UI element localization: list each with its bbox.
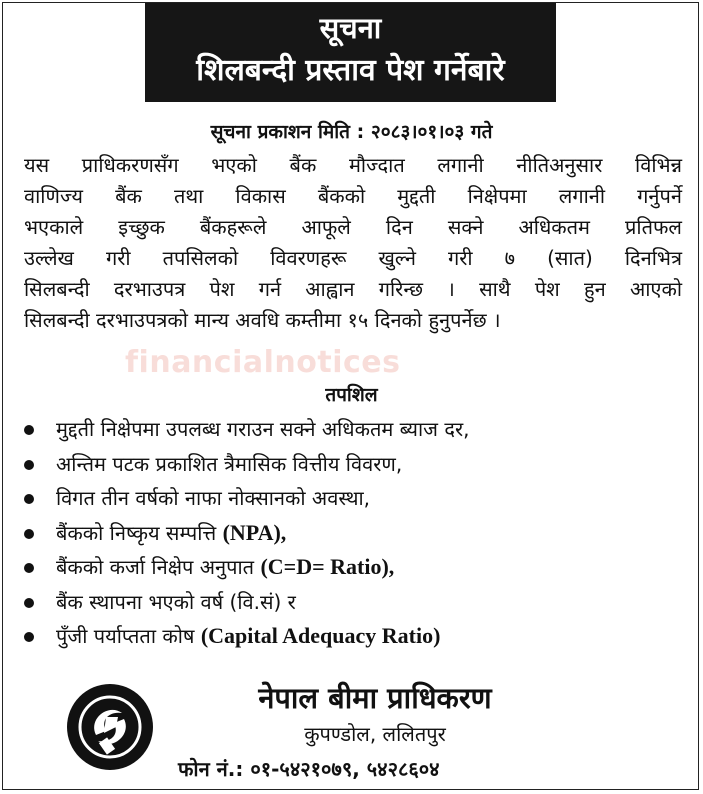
list-item-text: बैंकको निष्कृय सम्पत्ति [56, 520, 223, 545]
list-item [18, 585, 470, 620]
bullet-icon [24, 425, 34, 435]
list-item [18, 447, 470, 482]
authority-logo-icon [66, 683, 154, 771]
list-item-text: बैंकको कर्जा निक्षेप अनुपात [56, 555, 261, 579]
bullet-icon [24, 563, 34, 573]
list-item [18, 516, 470, 551]
notice-subject: शिलबन्दी प्रस्ताव पेश गर्नेबारे [196, 53, 505, 88]
body-line: सिलबन्दी दरभाउपत्र पेश गर्न आह्वान गरिन्छ । साथै पेश हुन आएको [24, 277, 682, 301]
list-heading: तपशिल [325, 384, 378, 406]
bullet-icon [24, 598, 34, 608]
organization-address: कुपण्डोल, ललितपुर [304, 722, 446, 746]
list-item-text: अन्तिम पटक प्रकाशित त्रैमासिक वित्तीय विवरण, [56, 451, 403, 476]
notice-title: सूचना [319, 11, 382, 45]
publication-date: सूचना प्रकाशन मिति : २०८३।०१।०३ गते [210, 121, 493, 143]
notice-body [24, 150, 682, 336]
list-item [18, 550, 470, 585]
list-item-text: बैंक स्थापना भएको वर्ष (वि.सं) र [56, 589, 296, 614]
bullet-icon [24, 494, 34, 504]
body-line: उल्लेख गरी तपसिलको विवरणहरू खुल्ने गरी ७ (सात) दिनभित्र [24, 246, 682, 270]
body-line: वाणिज्य बैंक तथा विकास बैंकको मुद्दती निक्षेपमा लगानी गर्नुपर्ने [24, 184, 682, 208]
list-item-text: मुद्दती निक्षेपमा उपलब्ध गराउन सक्ने अधिकतम ब्याज दर, [56, 417, 470, 441]
notice-header [145, 3, 556, 102]
watermark: financialnotices [125, 345, 401, 380]
organization-name: नेपाल बीमा प्राधिकरण [258, 681, 492, 715]
list-item [18, 412, 470, 447]
organization-phone: फोन नं.: ०१-५४२१०७९, ५४२८६०४ [178, 757, 440, 781]
body-line: भएकाले इच्छुक बैंकहरूले आफूले दिन सक्ने अधिकतम प्रतिफल [24, 215, 682, 239]
body-line: सिलबन्दी दरभाउपत्रको मान्य अवधि कम्तीमा १५ दिनको हुनुपर्नेछ । [24, 308, 501, 332]
list-item-text: विगत तीन वर्षको नाफा नोक्सानको अवस्था, [56, 486, 371, 510]
list-item-latin: (Capital Adequacy Ratio) [200, 623, 441, 648]
bullet-icon [24, 460, 34, 470]
bullet-icon [24, 529, 34, 539]
list-item [18, 481, 470, 516]
list-item-latin: (C=D= Ratio), [260, 554, 395, 579]
list-item [18, 619, 470, 654]
body-line: यस प्राधिकरणसँग भएको बैंक मौज्दात लगानी नीतिअनुसार विभिन्न [24, 153, 682, 177]
bullet-icon [24, 632, 34, 642]
list-item-text: पुँजी पर्याप्तता कोष [56, 624, 201, 648]
requirements-list [18, 412, 470, 654]
list-item-latin: (NPA), [222, 519, 287, 545]
